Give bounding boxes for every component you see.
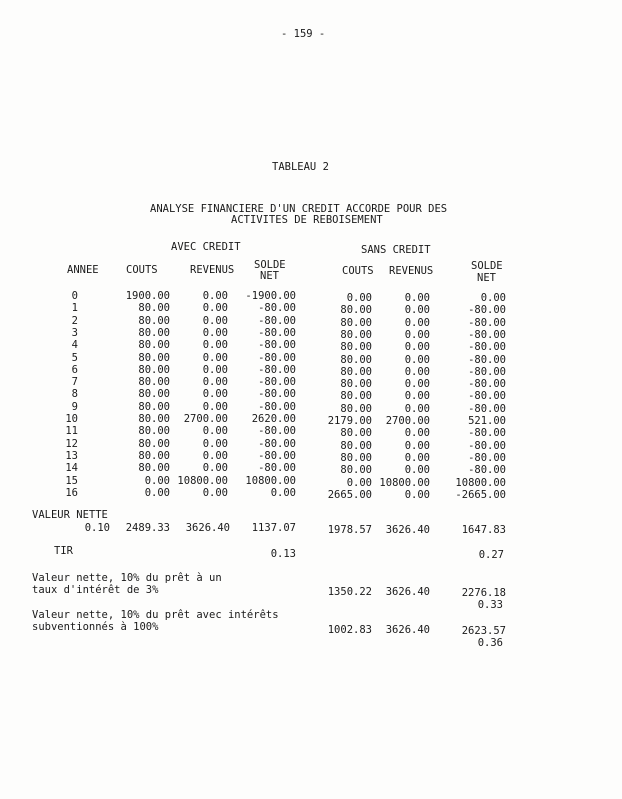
cell-solde-sans: -80.00 <box>468 353 506 366</box>
cell-annee: 16 <box>65 486 78 499</box>
cell-solde-sans: 521.00 <box>468 415 506 427</box>
cell-couts-sans: 80.00 <box>340 402 372 415</box>
col-header-solde-sans-1: SOLDE <box>471 260 503 272</box>
cell-couts-avec: 80.00 <box>138 314 170 327</box>
cell-revenus-avec: 0.00 <box>202 388 228 401</box>
cell-couts-avec: 80.00 <box>138 449 170 462</box>
cell-solde-avec: -80.00 <box>258 376 296 389</box>
cell-couts-avec: 0.00 <box>144 474 170 487</box>
vn-sans-revenus: 3626.40 <box>385 524 430 536</box>
cell-revenus-avec: 0.00 <box>202 376 228 389</box>
cell-annee: 13 <box>65 449 78 462</box>
valeur-nette-label: VALEUR NETTE <box>32 509 108 521</box>
cell-annee: 4 <box>71 339 78 352</box>
cell-couts-sans: 80.00 <box>340 304 372 317</box>
cell-revenus-avec: 0.00 <box>202 302 228 315</box>
vn-avec-revenus: 3626.40 <box>185 522 230 534</box>
cell-revenus-avec: 0.00 <box>202 339 228 352</box>
cell-revenus-avec: 0.00 <box>202 425 228 438</box>
vn-subv-label-1: Valeur nette, 10% du prêt avec intérêts <box>32 609 279 621</box>
cell-solde-sans: -80.00 <box>468 402 506 415</box>
cell-solde-sans: -2665.00 <box>455 488 506 501</box>
cell-revenus-sans: 0.00 <box>404 464 430 477</box>
cell-solde-sans: -80.00 <box>468 378 506 391</box>
cell-annee: 8 <box>71 388 78 401</box>
cell-couts-sans: 2665.00 <box>327 488 372 501</box>
cell-solde-sans: -80.00 <box>468 341 506 354</box>
vn-sans-solde: 1647.83 <box>461 524 506 536</box>
cell-couts-avec: 80.00 <box>138 351 170 364</box>
cell-couts-avec: 80.00 <box>138 388 170 401</box>
cell-couts-avec: 0.00 <box>144 486 170 499</box>
cell-couts-sans: 2179.00 <box>327 415 372 427</box>
cell-revenus-avec: 0.00 <box>202 363 228 376</box>
col-header-solde-avec-1: SOLDE <box>254 259 286 271</box>
cell-couts-sans: 80.00 <box>340 378 372 391</box>
cell-revenus-sans: 0.00 <box>404 365 430 378</box>
cell-annee: 3 <box>71 326 78 339</box>
cell-solde-sans: -80.00 <box>468 464 506 477</box>
cell-couts-avec: 80.00 <box>138 302 170 315</box>
cell-solde-avec: -80.00 <box>258 425 296 438</box>
cell-revenus-avec: 0.00 <box>202 437 228 450</box>
cell-revenus-avec: 0.00 <box>202 290 228 302</box>
cell-revenus-sans: 0.00 <box>404 304 430 317</box>
cell-couts-avec: 80.00 <box>138 425 170 438</box>
cell-annee: 9 <box>71 400 78 413</box>
valeur-nette-rate: 0.10 <box>84 522 110 534</box>
cell-revenus-avec: 0.00 <box>202 351 228 364</box>
cell-revenus-avec: 0.00 <box>202 486 228 499</box>
col-header-couts-avec: COUTS <box>126 264 158 276</box>
cell-couts-avec: 80.00 <box>138 363 170 376</box>
cell-revenus-sans: 10800.00 <box>379 476 430 489</box>
cell-revenus-sans: 0.00 <box>404 390 430 403</box>
cell-couts-avec: 80.00 <box>138 437 170 450</box>
cell-solde-sans: -80.00 <box>468 390 506 403</box>
cell-solde-sans: 0.00 <box>480 292 506 304</box>
cell-revenus-sans: 0.00 <box>404 378 430 391</box>
vn-pret3-tir: 0.33 <box>477 599 503 611</box>
cell-solde-sans: -80.00 <box>468 451 506 464</box>
cell-annee: 5 <box>71 351 78 364</box>
cell-revenus-sans: 0.00 <box>404 488 430 501</box>
vn-subv-label-2: subventionnés à 100% <box>32 621 159 633</box>
cell-solde-avec: 10800.00 <box>245 474 296 487</box>
cell-solde-avec: -80.00 <box>258 314 296 327</box>
cell-annee: 11 <box>65 425 78 438</box>
cell-annee: 0 <box>71 290 78 302</box>
cell-revenus-sans: 0.00 <box>404 292 430 304</box>
cell-solde-sans: -80.00 <box>468 316 506 329</box>
cell-revenus-avec: 10800.00 <box>177 474 228 487</box>
cell-solde-sans: -80.00 <box>468 304 506 317</box>
cell-solde-avec: -80.00 <box>258 388 296 401</box>
cell-solde-sans: 10800.00 <box>455 476 506 489</box>
cell-revenus-avec: 0.00 <box>202 462 228 475</box>
cell-revenus-sans: 0.00 <box>404 439 430 452</box>
cell-annee: 12 <box>65 437 78 450</box>
tir-sans: 0.27 <box>478 549 504 561</box>
page-number: - 159 - <box>281 28 326 40</box>
cell-revenus-avec: 0.00 <box>202 314 228 327</box>
group-header-avec-credit: AVEC CREDIT <box>171 241 241 253</box>
cell-revenus-avec: 0.00 <box>202 326 228 339</box>
col-header-revenus-avec: REVENUS <box>190 264 235 276</box>
cell-revenus-sans: 0.00 <box>404 427 430 440</box>
cell-revenus-sans: 0.00 <box>404 451 430 464</box>
cell-couts-avec: 1900.00 <box>125 290 170 302</box>
cell-couts-sans: 0.00 <box>346 292 372 304</box>
cell-couts-sans: 80.00 <box>340 390 372 403</box>
cell-revenus-avec: 2700.00 <box>183 413 228 425</box>
cell-couts-sans: 80.00 <box>340 464 372 477</box>
cell-revenus-sans: 0.00 <box>404 316 430 329</box>
cell-annee: 15 <box>65 474 78 487</box>
table-title-line1: ANALYSE FINANCIERE D'UN CREDIT ACCORDE POUR DES <box>150 203 448 215</box>
cell-solde-sans: -80.00 <box>468 439 506 452</box>
cell-couts-sans: 80.00 <box>340 365 372 378</box>
vn-pret3-label-1: Valeur nette, 10% du prêt à un <box>32 572 222 584</box>
cell-couts-sans: 80.00 <box>340 328 372 341</box>
cell-solde-avec: -80.00 <box>258 437 296 450</box>
cell-solde-avec: -1900.00 <box>245 290 296 302</box>
cell-solde-avec: -80.00 <box>258 449 296 462</box>
group-header-sans-credit: SANS CREDIT <box>361 244 431 256</box>
cell-annee: 1 <box>71 302 78 315</box>
cell-annee: 2 <box>71 314 78 327</box>
vn-sans-couts: 1978.57 <box>327 524 372 536</box>
col-header-solde-sans-2: NET <box>477 272 496 284</box>
col-header-revenus-sans: REVENUS <box>389 265 434 277</box>
col-header-solde-avec-2: NET <box>260 270 279 282</box>
cell-solde-avec: 2620.00 <box>251 413 296 425</box>
vn-pret3-couts: 1350.22 <box>327 586 372 598</box>
cell-couts-avec: 80.00 <box>138 462 170 475</box>
tir-avec: 0.13 <box>270 548 296 560</box>
cell-couts-avec: 80.00 <box>138 376 170 389</box>
vn-pret3-label-2: taux d'intérêt de 3% <box>32 584 159 596</box>
cell-annee: 14 <box>65 462 78 475</box>
vn-subv-revenus: 3626.40 <box>385 624 430 636</box>
cell-revenus-avec: 0.00 <box>202 449 228 462</box>
vn-pret3-revenus: 3626.40 <box>385 586 430 598</box>
cell-revenus-sans: 2700.00 <box>385 415 430 427</box>
cell-revenus-sans: 0.00 <box>404 341 430 354</box>
cell-couts-sans: 80.00 <box>340 451 372 464</box>
col-header-couts-sans: COUTS <box>342 265 374 277</box>
vn-subv-tir: 0.36 <box>477 637 503 649</box>
cell-solde-avec: -80.00 <box>258 400 296 413</box>
cell-solde-avec: 0.00 <box>270 486 296 499</box>
cell-couts-avec: 80.00 <box>138 339 170 352</box>
cell-couts-avec: 80.00 <box>138 326 170 339</box>
cell-couts-avec: 80.00 <box>138 413 170 425</box>
vn-pret3-solde: 2276.18 <box>461 587 506 599</box>
cell-couts-sans: 80.00 <box>340 427 372 440</box>
cell-solde-avec: -80.00 <box>258 302 296 315</box>
cell-annee: 6 <box>71 363 78 376</box>
vn-subv-couts: 1002.83 <box>327 624 372 636</box>
cell-couts-sans: 80.00 <box>340 341 372 354</box>
cell-revenus-avec: 0.00 <box>202 400 228 413</box>
vn-avec-couts: 2489.33 <box>125 522 170 534</box>
cell-couts-sans: 0.00 <box>346 476 372 489</box>
cell-revenus-sans: 0.00 <box>404 328 430 341</box>
cell-couts-sans: 80.00 <box>340 316 372 329</box>
tir-label: TIR <box>54 545 73 557</box>
cell-solde-avec: -80.00 <box>258 339 296 352</box>
cell-solde-avec: -80.00 <box>258 351 296 364</box>
col-header-annee: ANNEE <box>67 264 99 276</box>
cell-revenus-sans: 0.00 <box>404 353 430 366</box>
cell-couts-avec: 80.00 <box>138 400 170 413</box>
table-label: TABLEAU 2 <box>272 161 329 173</box>
cell-solde-avec: -80.00 <box>258 363 296 376</box>
table-title-line2: ACTIVITES DE REBOISEMENT <box>231 214 383 226</box>
cell-couts-sans: 80.00 <box>340 353 372 366</box>
cell-solde-sans: -80.00 <box>468 328 506 341</box>
cell-revenus-sans: 0.00 <box>404 402 430 415</box>
cell-annee: 10 <box>65 413 78 425</box>
cell-solde-sans: -80.00 <box>468 427 506 440</box>
cell-solde-sans: -80.00 <box>468 365 506 378</box>
vn-avec-solde: 1137.07 <box>251 522 296 534</box>
cell-annee: 7 <box>71 376 78 389</box>
vn-subv-solde: 2623.57 <box>461 625 506 637</box>
cell-solde-avec: -80.00 <box>258 462 296 475</box>
cell-solde-avec: -80.00 <box>258 326 296 339</box>
cell-couts-sans: 80.00 <box>340 439 372 452</box>
